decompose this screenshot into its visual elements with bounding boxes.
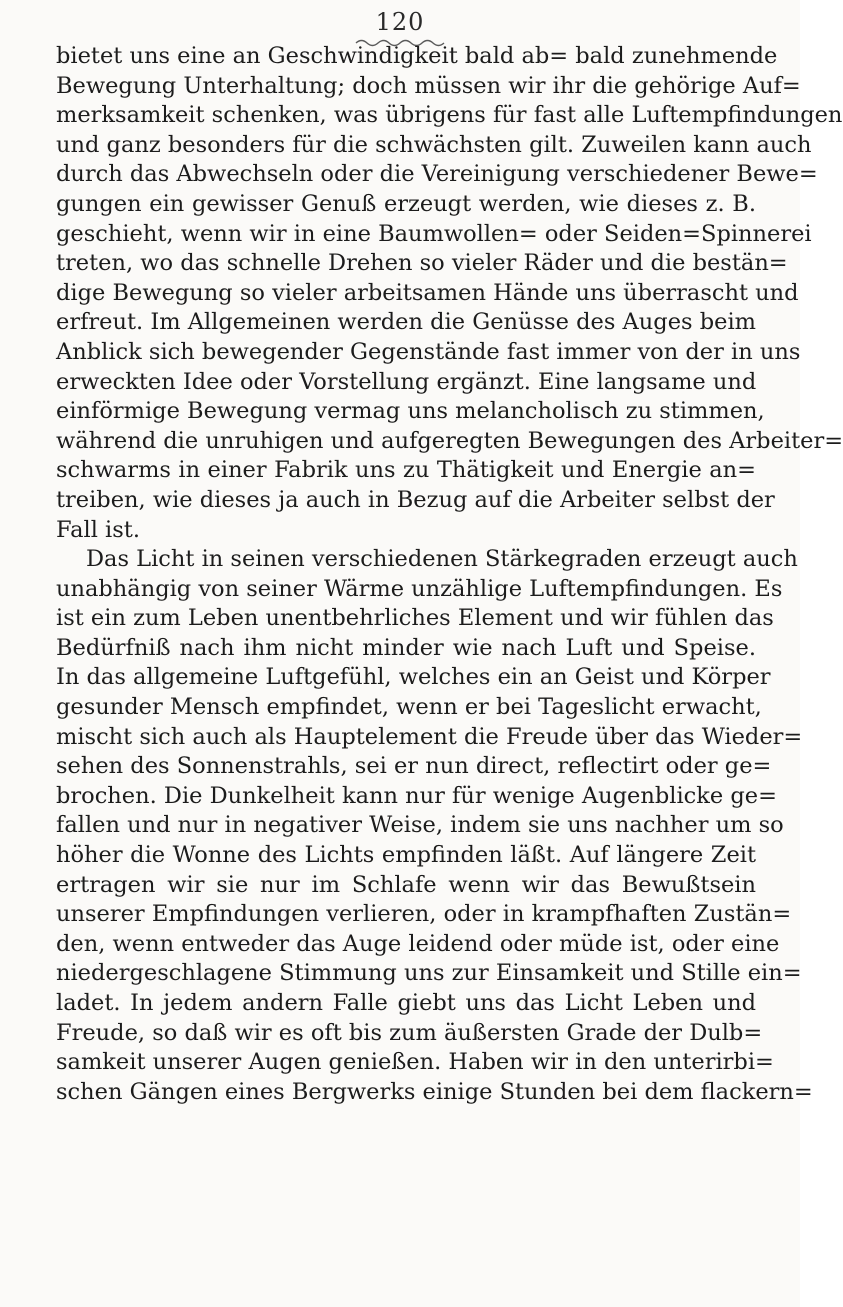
text-line: dige Bewegung so vieler arbeitsamen Hände uns überrascht und xyxy=(56,279,799,306)
text-line: ladet. In jedem andern Falle giebt uns das Licht Leben und xyxy=(56,990,756,1016)
text-line: gungen ein gewisser Genuß erzeugt werden, wie dieses z. B. xyxy=(56,190,756,217)
text-line: unabhängig von seiner Wärme unzählige Luftempfindungen. Es xyxy=(56,575,783,602)
text-line: durch das Abwechseln oder die Vereinigung verschiedener Bewe= xyxy=(56,161,818,188)
paragraph-first-line: Das Licht in seinen verschiedenen Stärkegraden erzeugt auch xyxy=(86,546,798,573)
text-line: brochen. Die Dunkelheit kann nur für wenige Augenblicke ge= xyxy=(56,782,777,809)
text-line: niedergeschlagene Stimmung uns zur Einsamkeit und Stille ein= xyxy=(56,960,802,987)
text-line: während die unruhigen und aufgeregten Bewegungen des Arbeiter= xyxy=(56,427,843,454)
text-line: gesunder Mensch empfindet, wenn er bei Tageslicht erwacht, xyxy=(56,694,762,721)
text-line: merksamkeit schenken, was übrigens für fast alle Luftempfindungen xyxy=(56,102,843,129)
text-line: schen Gängen eines Bergwerks einige Stunden bei dem flackern= xyxy=(56,1078,813,1105)
page-number: 120 xyxy=(375,8,425,36)
body-text xyxy=(56,42,843,1107)
text-line: fallen und nur in negativer Weise, indem sie uns nachher um so xyxy=(56,812,784,839)
text-line: Anblick sich bewegender Gegenstände fast immer von der in uns xyxy=(56,338,801,365)
text-line: geschieht, wenn wir in eine Baumwollen= oder Seiden=Spinnerei xyxy=(56,220,812,247)
text-line: Bedürfniß nach ihm nicht minder wie nach Luft und Speise. xyxy=(56,634,756,661)
text-line: und ganz besonders für die schwächsten gilt. Zuweilen kann auch xyxy=(56,131,812,158)
text-line: ist ein zum Leben unentbehrliches Element und wir fühlen das xyxy=(56,605,774,632)
text-line: einförmige Bewegung vermag uns melancholisch zu stimmen, xyxy=(56,398,765,425)
text-line: In das allgemeine Luftgefühl, welches ein an Geist und Körper xyxy=(56,664,771,691)
text-line: Bewegung Unterhaltung; doch müssen wir ihr die gehörige Auf= xyxy=(56,72,801,99)
text-line: treiben, wie dieses ja auch in Bezug auf die Arbeiter selbst der xyxy=(56,486,775,513)
text-line: erfreut. Im Allgemeinen werden die Genüsse des Auges beim xyxy=(56,309,756,336)
text-line: bietet uns eine an Geschwindigkeit bald ab= bald zunehmende xyxy=(56,43,778,69)
text-line: höher die Wonne des Lichts empfinden läßt. Auf längere Zeit xyxy=(56,842,756,869)
text-line: schwarms in einer Fabrik uns zu Thätigkeit und Energie an= xyxy=(56,457,756,484)
text-line: samkeit unserer Augen genießen. Haben wir in den unterirbi= xyxy=(56,1049,774,1076)
text-line: sehen des Sonnenstrahls, sei er nun direct, reflectirt oder ge= xyxy=(56,753,772,780)
text-line: den, wenn entweder das Auge leidend oder müde ist, oder eine xyxy=(56,930,780,957)
text-line: Freude, so daß wir es oft bis zum äußersten Grade der Dulb= xyxy=(56,1019,763,1046)
text-line: erweckten Idee oder Vorstellung ergänzt. Eine langsame und xyxy=(56,368,757,395)
text-line: unserer Empfindungen verlieren, oder in krampfhaften Zustän= xyxy=(56,901,792,928)
text-line: Fall ist. xyxy=(56,516,140,543)
text-line: ertragen wir sie nur im Schlafe wenn wir das Bewußtsein xyxy=(56,871,756,898)
text-line: mischt sich auch als Hauptelement die Freude über das Wieder= xyxy=(56,723,803,750)
text-line: treten, wo das schnelle Drehen so vieler Räder und die bestän= xyxy=(56,250,788,277)
